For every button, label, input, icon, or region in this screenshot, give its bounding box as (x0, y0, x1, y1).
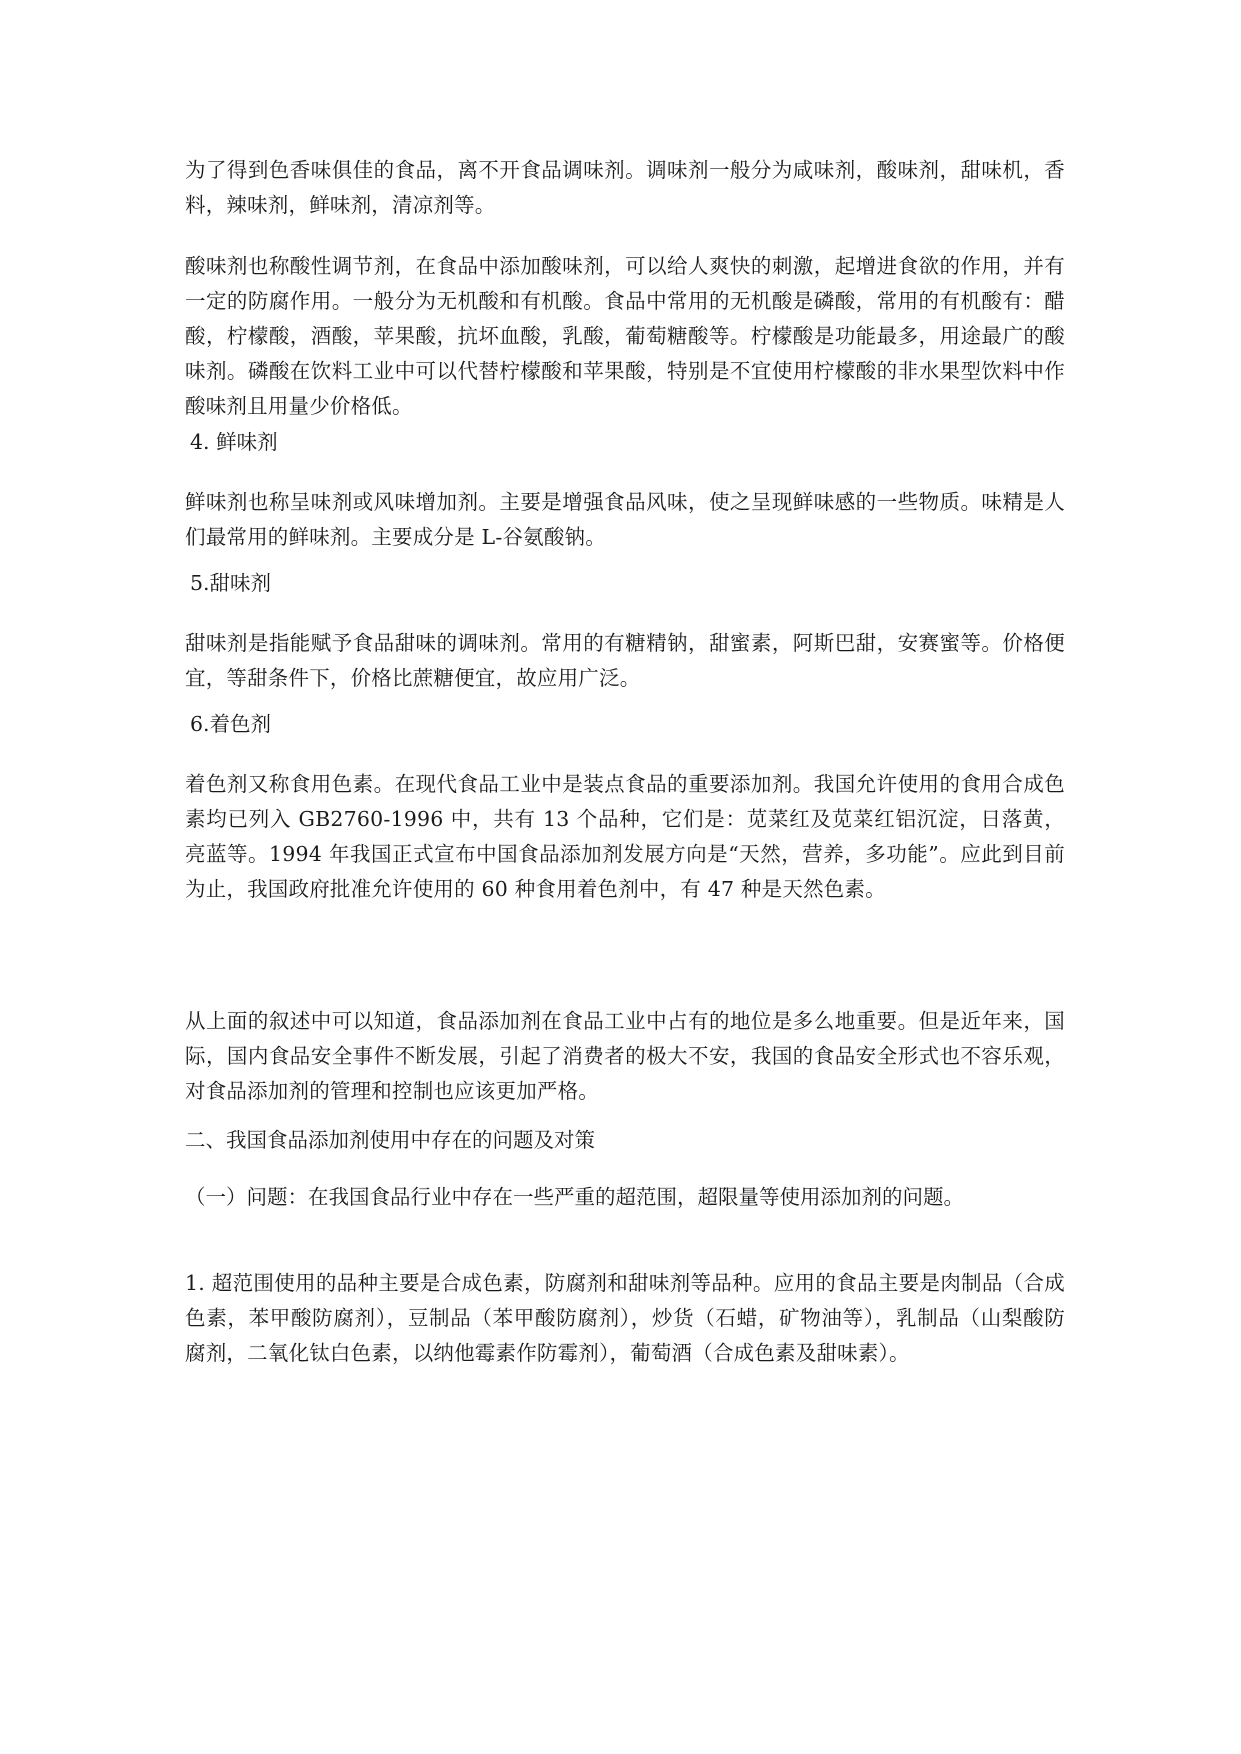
paragraph-out-of-scope-use: 1. 超范围使用的品种主要是合成色素，防腐剂和甜味剂等品种。应用的食品主要是肉制品（合成色素，苯甲酸防腐剂），豆制品（苯甲酸防腐剂），炒货（石蜡，矿物油等），乳制品（山梨酸防腐剂，二氧化钛白色素，以纳他霉素作防霉剂），葡萄酒（合成色素及甜味素）。 (185, 1271, 1065, 1365)
subsection-heading-problems: （一）问题：在我国食品行业中存在一些严重的超范围，超限量等使用添加剂的问题。 (185, 1185, 964, 1209)
heading-colorants: 6.着色剂 (190, 712, 272, 736)
heading-flavor-enhancers: 4. 鲜味剂 (190, 430, 278, 454)
section-heading-problems: 二、我国食品添加剂使用中存在的问题及对策 (185, 1128, 595, 1152)
paragraph-seasonings: 为了得到色香味俱佳的食品，离不开食品调味剂。调味剂一般分为咸味剂，酸味剂，甜味机，香料，辣味剂，鲜味剂，清凉剂等。 (185, 158, 1065, 217)
document-page (185, 0, 1065, 1754)
paragraph-flavor-enhancers: 鲜味剂也称呈味剂或风味增加剂。主要是增强食品风味，使之呈现鲜味感的一些物质。味精是人们最常用的鲜味剂。主要成分是 L-谷氨酸钠。 (185, 490, 1065, 549)
heading-sweeteners: 5.甜味剂 (190, 571, 272, 595)
paragraph-colorants: 着色剂又称食用色素。在现代食品工业中是装点食品的重要添加剂。我国允许使用的食用合成色素均已列入 GB2760-1996 中，共有 13 个品种，它们是：苋菜红及苋菜红铝沉淀，日落黄，亮蓝等。1994 年我国正式宣布中国食品添加剂发展方向是“天然，营养，多功能”。应此到目前为止，我国政府批准允许使用的 60 种食用着色剂中，有 47 种是天然色素。 (185, 772, 1065, 901)
paragraph-summary: 从上面的叙述中可以知道，食品添加剂在食品工业中占有的地位是多么地重要。但是近年来，国际，国内食品安全事件不断发展，引起了消费者的极大不安，我国的食品安全形式也不容乐观，对食品添加剂的管理和控制也应该更加严格。 (185, 1009, 1065, 1103)
paragraph-acidulants: 酸味剂也称酸性调节剂，在食品中添加酸味剂，可以给人爽快的刺激，起增进食欲的作用，并有一定的防腐作用。一般分为无机酸和有机酸。食品中常用的无机酸是磷酸，常用的有机酸有：醋酸，柠檬酸，酒酸，苹果酸，抗坏血酸，乳酸，葡萄糖酸等。柠檬酸是功能最多，用途最广的酸味剂。磷酸在饮料工业中可以代替柠檬酸和苹果酸，特别是不宜使用柠檬酸的非水果型饮料中作酸味剂且用量少价格低。 (185, 254, 1065, 418)
paragraph-sweeteners: 甜味剂是指能赋予食品甜味的调味剂。常用的有糖精钠，甜蜜素，阿斯巴甜，安赛蜜等。价格便宜，等甜条件下，价格比蔗糖便宜，故应用广泛。 (185, 631, 1065, 690)
